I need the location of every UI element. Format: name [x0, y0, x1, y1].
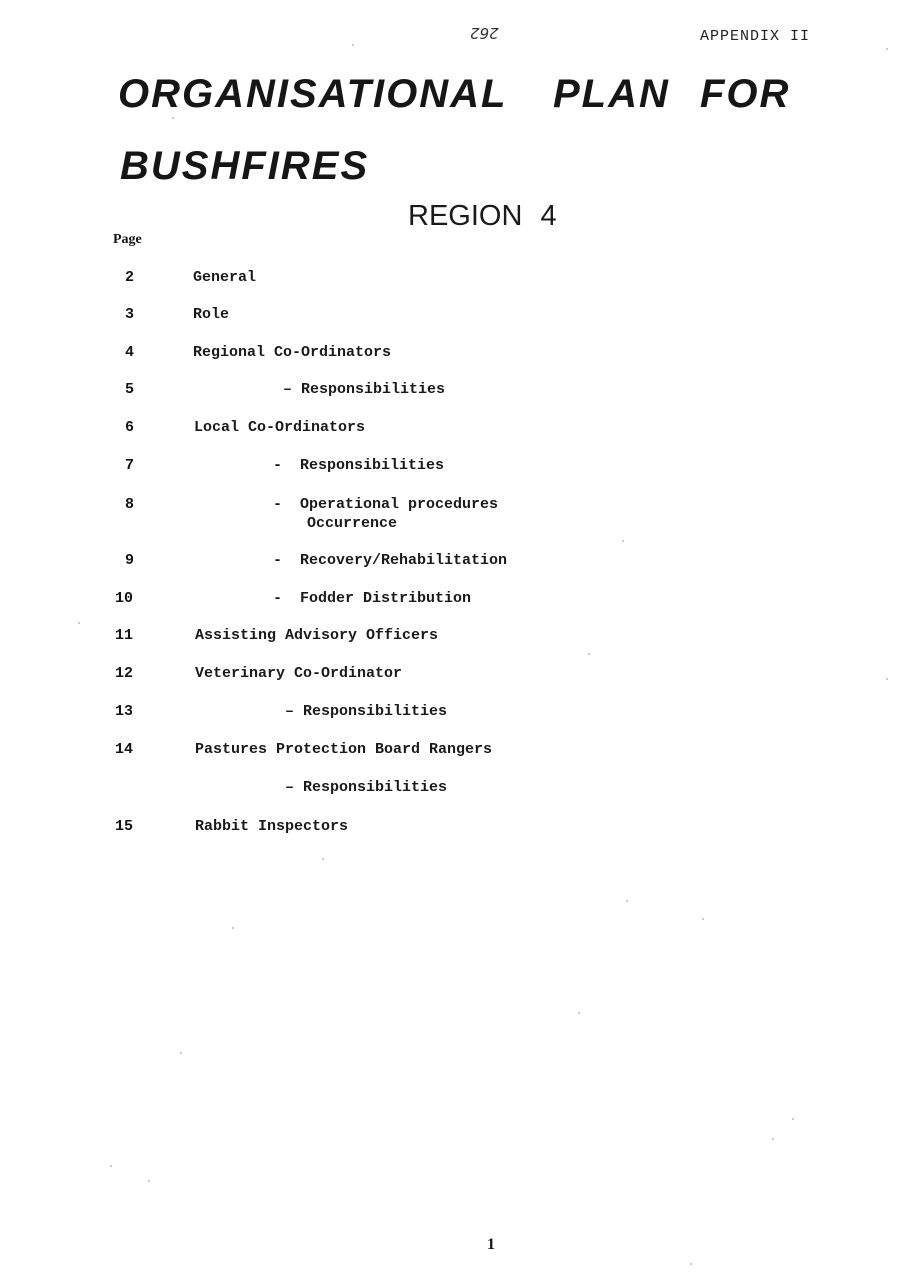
toc-page-number: 5: [125, 381, 135, 398]
toc-entry: - Operational procedures: [273, 496, 499, 513]
toc-page-number: 2: [125, 269, 135, 286]
scan-speck: [110, 1165, 112, 1167]
toc-entry: – Responsibilities: [283, 381, 446, 398]
toc-page-number: 14: [115, 741, 134, 758]
scan-speck: [148, 1180, 150, 1182]
toc-entry: – Responsibilities: [285, 779, 448, 796]
toc-entry: – Responsibilities: [285, 703, 448, 720]
toc-page-number: 4: [125, 344, 135, 361]
scan-speck: [588, 653, 590, 655]
scan-speck: [690, 1263, 692, 1265]
toc-page-number: 7: [125, 457, 135, 474]
title-word-for: FOR: [700, 72, 791, 116]
appendix-label: APPENDIX II: [700, 28, 811, 45]
toc-entry: Role: [193, 306, 230, 323]
toc-entry: Assisting Advisory Officers: [195, 627, 439, 644]
scan-speck: [78, 622, 80, 624]
scan-speck: [702, 918, 704, 920]
scan-speck: [772, 1138, 774, 1140]
scan-speck: [626, 900, 628, 902]
toc-entry: - Responsibilities: [273, 457, 445, 474]
handwritten-page-mark: 262: [470, 24, 499, 42]
toc-entry: - Fodder Distribution: [273, 590, 472, 607]
toc-entry: - Recovery/Rehabilitation: [273, 552, 508, 569]
toc-entry-continuation: Occurrence: [307, 515, 398, 532]
toc-entry: Veterinary Co-Ordinator: [195, 665, 403, 682]
scan-speck: [622, 540, 624, 542]
scan-speck: [578, 1012, 580, 1014]
toc-page-number: 3: [125, 306, 135, 323]
scan-speck: [232, 927, 234, 929]
region-heading: REGION 4: [408, 200, 557, 232]
title-word-bushfires: BUSHFIRES: [120, 144, 370, 188]
scan-speck: [180, 1052, 182, 1054]
scan-speck: [172, 117, 174, 119]
toc-page-number: 10: [115, 590, 134, 607]
toc-entry: Pastures Protection Board Rangers: [195, 741, 493, 758]
scan-speck: [322, 858, 324, 860]
title-word-plan: PLAN: [553, 72, 670, 116]
toc-page-number: 8: [125, 496, 135, 513]
toc-page-number: 13: [115, 703, 134, 720]
toc-page-number: 15: [115, 818, 134, 835]
scan-speck: [886, 678, 888, 680]
title-word-organisational: ORGANISATIONAL: [118, 72, 508, 116]
scan-speck: [886, 48, 888, 50]
toc-entry: General: [193, 269, 257, 286]
footer-page-number: 1: [487, 1236, 495, 1253]
scan-speck: [352, 44, 354, 46]
toc-entry: Local Co-Ordinators: [194, 419, 366, 436]
scan-speck: [792, 1118, 794, 1120]
toc-page-number: 11: [115, 627, 134, 644]
toc-entry: Regional Co-Ordinators: [193, 344, 392, 361]
toc-page-number: 12: [115, 665, 134, 682]
toc-page-column-header: Page: [113, 232, 142, 247]
toc-page-number: 6: [125, 419, 135, 436]
toc-entry: Rabbit Inspectors: [195, 818, 349, 835]
toc-page-number: 9: [125, 552, 135, 569]
